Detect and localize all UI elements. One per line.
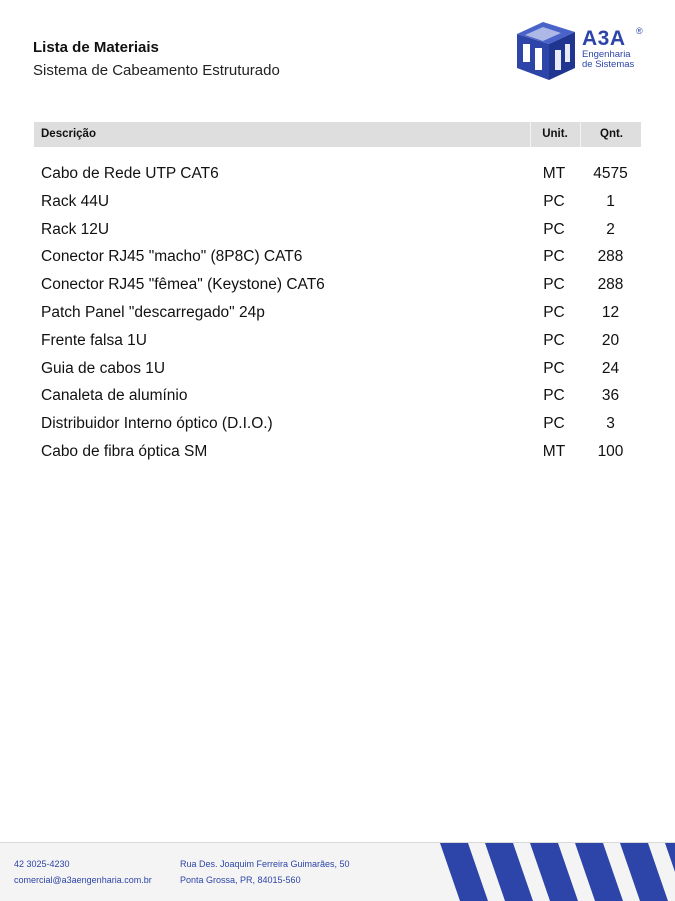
table-row: [34, 216, 641, 244]
footer-email: comercial@a3aengenharia.com.br: [14, 875, 152, 885]
table-row: [34, 271, 641, 299]
table-row: [34, 327, 641, 355]
row-description: Frente falsa 1U: [41, 331, 147, 349]
row-description: Conector RJ45 "fêmea" (Keystone) CAT6: [41, 276, 325, 294]
row-quantity: 3: [606, 415, 615, 433]
logo-name: A3A: [582, 27, 626, 50]
row-unit: PC: [543, 248, 565, 266]
table-header: [34, 122, 641, 147]
row-quantity: 20: [601, 331, 620, 349]
row-description: Rack 12U: [41, 220, 110, 238]
table-row: [34, 243, 641, 271]
table-row: [34, 410, 641, 438]
logo-tagline-line2: de Sistemas: [582, 59, 635, 70]
document-title: Lista de Materiais: [33, 39, 159, 56]
row-quantity: 24: [601, 359, 620, 377]
table-row: [34, 299, 641, 327]
row-unit: PC: [543, 192, 565, 210]
table-row: [34, 160, 641, 188]
row-description: Conector RJ45 "macho" (8P8C) CAT6: [41, 248, 303, 266]
footer-phone: 42 3025-4230: [14, 859, 70, 869]
column-header-description: Descrição: [41, 128, 96, 140]
page-footer: [0, 842, 675, 901]
footer-stripes-decoration: [430, 843, 675, 901]
row-description: Rack 44U: [41, 192, 110, 210]
row-unit: MT: [542, 165, 566, 182]
row-unit: PC: [543, 303, 565, 321]
table-row: [34, 382, 641, 410]
row-quantity: 288: [597, 248, 624, 266]
row-unit: PC: [543, 331, 565, 349]
table-row: [34, 188, 641, 216]
row-description: Canaleta de alumínio: [41, 387, 188, 405]
column-header-unit: Unit.: [530, 122, 579, 147]
row-description: Cabo de Rede UTP CAT6: [41, 165, 219, 182]
row-description: Cabo de fibra óptica SM: [41, 442, 208, 460]
row-unit: PC: [543, 220, 565, 238]
row-quantity: 4575: [593, 165, 628, 182]
row-unit: PC: [543, 359, 565, 377]
document-subtitle: Sistema de Cabeamento Estruturado: [33, 62, 280, 79]
row-quantity: 100: [597, 442, 624, 460]
row-unit: PC: [543, 276, 565, 294]
company-logo: [515, 22, 655, 82]
row-unit: PC: [543, 415, 565, 433]
row-quantity: 2: [606, 220, 615, 238]
footer-address-line2: Ponta Grossa, PR, 84015-560: [180, 875, 301, 885]
row-unit: PC: [543, 387, 565, 405]
row-description: Patch Panel "descarregado" 24p: [41, 303, 265, 321]
row-quantity: 288: [597, 276, 624, 294]
logo-registered-mark: ®: [636, 26, 643, 36]
materials-table: [34, 122, 641, 466]
row-description: Guia de cabos 1U: [41, 359, 166, 377]
table-body: [34, 160, 641, 466]
row-quantity: 12: [601, 303, 620, 321]
logo-tagline-line1: Engenharia: [582, 49, 631, 60]
logo-tagline: [582, 50, 634, 70]
logo-mark-icon: [515, 22, 577, 82]
table-row: [34, 438, 641, 466]
table-row: [34, 355, 641, 383]
row-quantity: 1: [606, 192, 615, 210]
row-quantity: 36: [601, 387, 620, 405]
row-unit: MT: [542, 442, 566, 460]
column-header-quantity: Qnt.: [580, 122, 642, 147]
footer-address-line1: Rua Des. Joaquim Ferreira Guimarães, 50: [180, 859, 350, 869]
row-description: Distribuidor Interno óptico (D.I.O.): [41, 415, 273, 433]
